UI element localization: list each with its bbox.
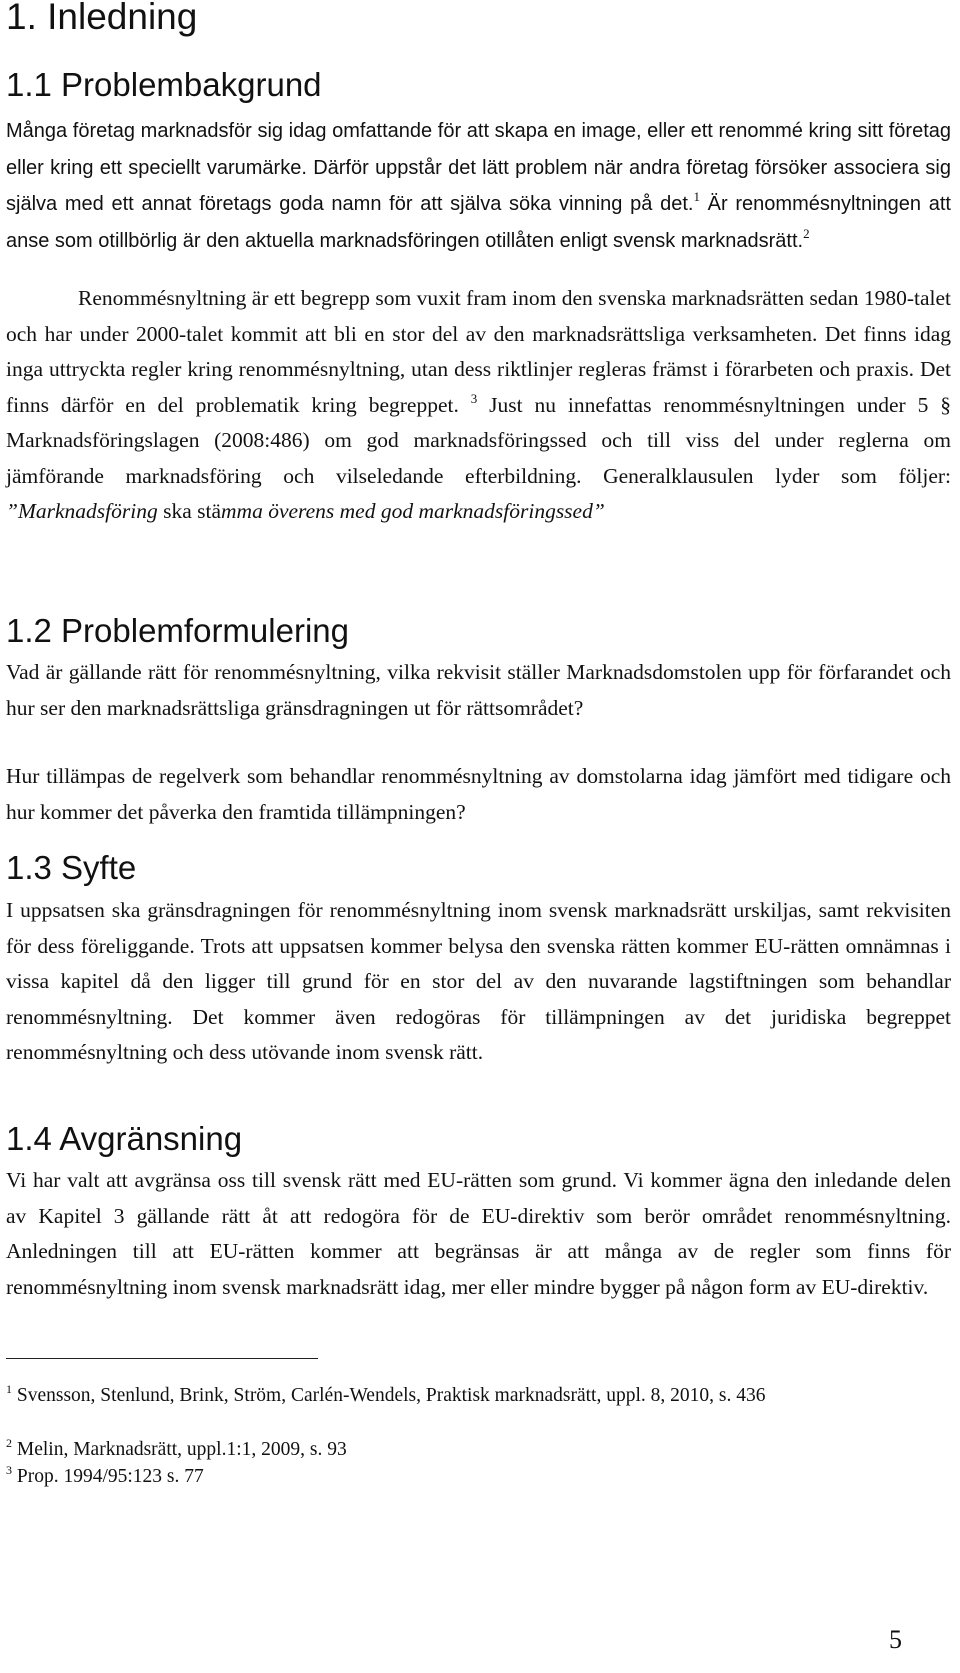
- section-heading-problembakgrund: 1.1 Problembakgrund: [6, 66, 322, 103]
- section-heading-avgransning: 1.4 Avgränsning: [6, 1120, 243, 1157]
- section-heading-problemformulering: 1.2 Problemformulering: [6, 612, 349, 649]
- footnote-number: 2: [6, 1436, 12, 1450]
- footnote-number: 3: [6, 1463, 12, 1477]
- footnote-3: [6, 1464, 951, 1490]
- footnote-number: 1: [6, 1382, 12, 1396]
- paragraph-problemformulering-2: Hur tillämpas de regelverk som behandlar renommésnyltning av domstolarna idag jämfört med tidigare och hur kommer det påverka den framtida tillämpningen?: [6, 764, 951, 824]
- footnote-2: [6, 1437, 951, 1463]
- chapter-heading: 1. Inledning: [6, 0, 198, 37]
- page-number: 5: [889, 1625, 902, 1654]
- paragraph-problembakgrund-1: [6, 113, 951, 259]
- section-heading-syfte: 1.3 Syfte: [6, 849, 137, 886]
- paragraph-text: Renommésnyltning är ett begrepp som vuxit fram inom den svenska marknadsrätten sedan 1980-talet och har under 2000-talet kommit att bli en stor del av den marknadsrättsliga verksamheten. Det finns idag inga uttryckta regler kring renommésnyltning, utan dess riktlinjer regleras främst i förarbeten och praxis. Det finns därför en del problematik kring begreppet.: [6, 286, 951, 417]
- footnote-ref-2: 2: [803, 225, 810, 241]
- paragraph-problembakgrund-2: [6, 281, 951, 530]
- footnote-separator: [6, 1358, 318, 1359]
- paragraph-problemformulering-1: Vad är gällande rätt för renommésnyltning, vilka rekvisit ställer Marknadsdomstolen upp för förfarandet och hur ser den marknadsrättsliga gränsdragningen ut för rättsområdet?: [6, 660, 951, 720]
- footnote-ref-1: 1: [693, 189, 700, 204]
- quoted-clause: mma överens med god marknadsföringssed”: [221, 499, 605, 523]
- footnote-text: Melin, Marknadsrätt, uppl.1:1, 2009, s. 93: [12, 1439, 347, 1460]
- footnote-text: Svensson, Stenlund, Brink, Ström, Carlén-Wendels, Praktisk marknadsrätt, uppl. 8, 2010, s. 436: [12, 1385, 766, 1406]
- paragraph-text: Är renommésnyltningen att anse som otillbörlig är den aktuella marknadsföringen otillåten enligt svensk marknadsrätt.: [6, 193, 951, 252]
- paragraph-text: Många företag marknadsför sig idag omfattande för att skapa en image, eller ett renommé kring sitt företag eller kring ett speciellt varumärke. Därför uppstår det lätt problem när andra företag försöker associera sig själva med ett annat företags goda namn för att själva söka vinning på det.: [6, 120, 951, 215]
- footnote-ref-3: 3: [470, 390, 478, 406]
- paragraph-syfte: I uppsatsen ska gränsdragningen för renommésnyltning inom svensk marknadsrätt urskiljas, samt rekvisiten för dess föreliggande. Trots att uppsatsen kommer belysa den svenska rätten kommer EU-rätten omnämnas i vissa kapitel då den ligger till grund för en stor del av den nuvarande lagstiftningen som behandlar renommésnyltning. Det kommer även redogöras för tillämpningen av det juridiska begreppet renommésnyltning och dess utövande inom svensk rätt.: [6, 898, 951, 1064]
- footnote-text: Prop. 1994/95:123 s. 77: [12, 1466, 204, 1487]
- paragraph-text: Just nu innefattas renommésnyltningen under 5 § Marknadsföringslagen (2008:486) om god marknadsföringssed och till viss del under reglerna om jämförande marknadsföring och vilseledande efterbildning. Generalklausulen lyder som följer:: [6, 392, 951, 488]
- quoted-clause-plain: ska stä: [157, 499, 222, 523]
- paragraph-avgransning: Vi har valt att avgränsa oss till svensk rätt med EU-rätten som grund. Vi kommer ägna den inledande delen av Kapitel 3 gällande rätt åt att redogöra för de EU-direktiv som berör området renommésnyltning. Anledningen till att EU-rätten kommer att begränsas är att många av de regler som finns för renommésnyltning inom svensk marknadsrätt idag, mer eller mindre bygger på någon form av EU-direktiv.: [6, 1168, 951, 1299]
- footnote-1: [6, 1383, 951, 1409]
- quoted-clause: ”Marknadsföring: [6, 499, 158, 523]
